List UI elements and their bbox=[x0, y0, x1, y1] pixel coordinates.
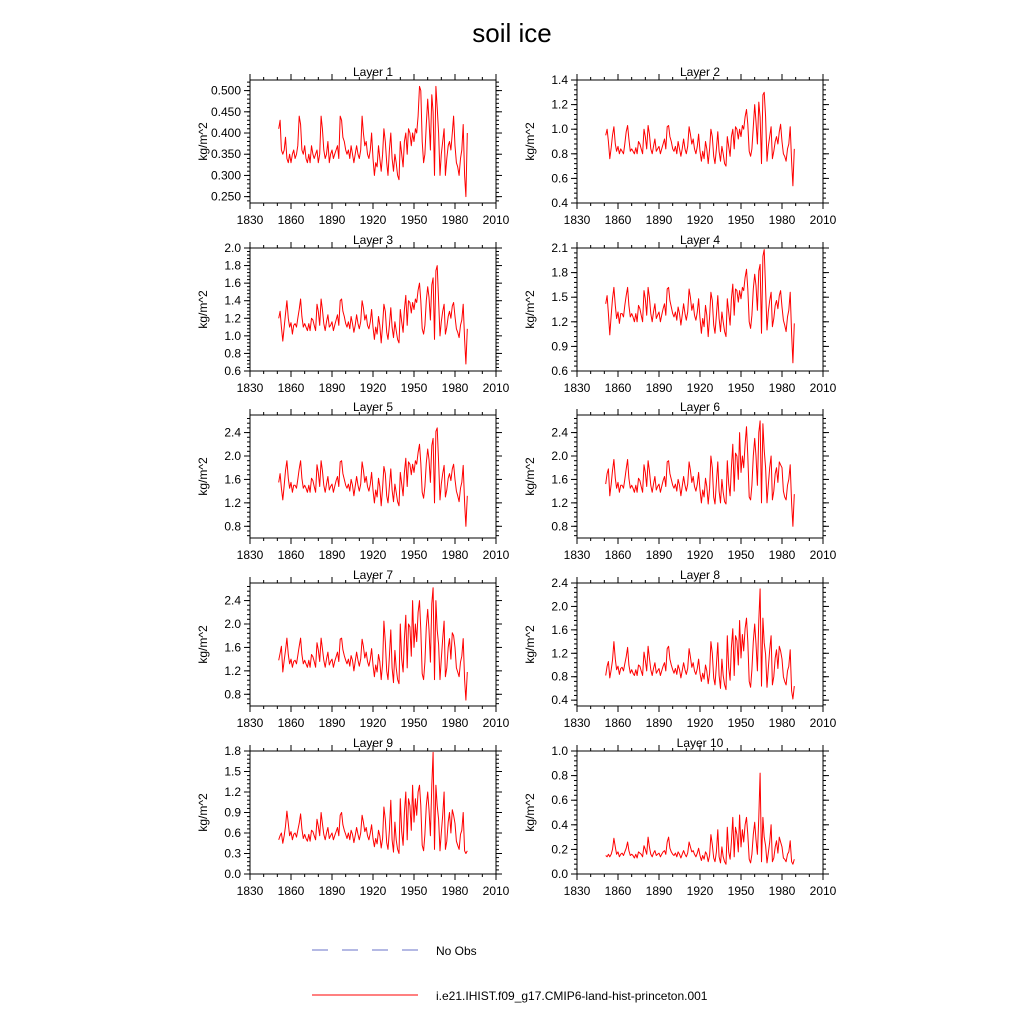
panel-layer-6-ytick-label: 0.8 bbox=[551, 519, 568, 534]
panel-layer-9-xtick-label: 1890 bbox=[318, 884, 346, 898]
panel-layer-2-xtick-label: 1980 bbox=[768, 213, 796, 227]
panel-layer-7-ytick-label: 2.4 bbox=[224, 593, 241, 608]
panel-layer-5-xtick-label: 1860 bbox=[277, 548, 305, 562]
panel-layer-7-ytick-label: 0.8 bbox=[224, 687, 241, 702]
panel-layer-9-title: Layer 9 bbox=[352, 736, 394, 750]
panel-layer-8-series-line bbox=[606, 589, 795, 699]
panel-layer-2-ytick-label: 0.8 bbox=[551, 146, 568, 161]
panel-layer-3-ytick-label: 1.4 bbox=[224, 293, 241, 308]
panel-layer-10-series-line bbox=[606, 773, 795, 864]
panel-layer-4-xtick-label: 1920 bbox=[686, 381, 714, 395]
panel-layer-5-ytick-label: 2.4 bbox=[224, 425, 241, 440]
panel-layer-6-ylabel: kg/m^2 bbox=[523, 457, 537, 496]
panel-layer-8-ytick-label: 2.4 bbox=[551, 576, 568, 590]
panel-layer-3-series-line bbox=[279, 266, 468, 364]
panel-layer-1-ytick-label: 0.450 bbox=[210, 104, 241, 119]
panel-layer-4-ytick-label: 1.5 bbox=[551, 290, 568, 305]
panel-layer-9-ytick-label: 0.6 bbox=[224, 826, 241, 840]
panel-layer-2-xtick-label: 2010 bbox=[809, 213, 837, 227]
panel-layer-3-ytick-label: 0.8 bbox=[224, 346, 241, 361]
panel-layer-6-ytick-label: 1.2 bbox=[551, 495, 568, 510]
panel-layer-7-ytick-label: 2.0 bbox=[224, 617, 241, 631]
panel-layer-4-xtick-label: 1980 bbox=[768, 381, 796, 395]
panel-layer-5-xtick-label: 1950 bbox=[400, 548, 428, 562]
panel-layer-8-xtick-label: 1980 bbox=[768, 716, 796, 730]
panel-layer-7-ytick-label: 1.2 bbox=[224, 663, 241, 678]
panel-layer-3-title: Layer 3 bbox=[352, 233, 394, 247]
panel-layer-8-ytick-label: 1.6 bbox=[551, 622, 568, 637]
panel-layer-2-ytick-label: 0.4 bbox=[551, 196, 568, 210]
panel-layer-4-xtick-label: 1950 bbox=[727, 381, 755, 395]
panel-layer-1-ytick-label: 0.350 bbox=[210, 147, 241, 162]
panel-layer-1-series-line bbox=[279, 86, 468, 196]
panel-layer-4-ylabel: kg/m^2 bbox=[523, 290, 537, 329]
panel-layer-8-ytick-label: 2.0 bbox=[551, 599, 568, 614]
panel-layer-3-ytick-label: 1.8 bbox=[224, 258, 241, 273]
panel-layer-6-series-line bbox=[606, 421, 795, 526]
panel-layer-8-xtick-label: 1920 bbox=[686, 716, 714, 730]
panel-layer-2-ytick-label: 1.2 bbox=[551, 97, 568, 112]
panel-layer-1-ytick-label: 0.250 bbox=[210, 189, 241, 204]
panel-layer-9 bbox=[196, 736, 510, 898]
panel-layer-9-series-line bbox=[279, 752, 468, 853]
panel-layer-9-xtick-label: 2010 bbox=[482, 884, 510, 898]
panel-layer-7-xtick-label: 1830 bbox=[236, 716, 264, 730]
panel-layer-10 bbox=[523, 736, 837, 898]
panel-layer-10-xtick-label: 1980 bbox=[768, 884, 796, 898]
panel-layer-7-title: Layer 7 bbox=[352, 568, 394, 582]
panel-layer-2-xtick-label: 1830 bbox=[563, 213, 591, 227]
panel-layer-2-ytick-label: 1.0 bbox=[551, 122, 568, 137]
panel-layer-2-xtick-label: 1860 bbox=[604, 213, 632, 227]
panel-layer-1-frame bbox=[250, 80, 496, 203]
panel-layer-4-ytick-label: 1.2 bbox=[551, 314, 568, 329]
panel-layer-10-xtick-label: 1950 bbox=[727, 884, 755, 898]
panel-layer-2 bbox=[523, 65, 837, 227]
panel-layer-6-xtick-label: 1890 bbox=[645, 548, 673, 562]
panel-layer-3-xtick-label: 1890 bbox=[318, 381, 346, 395]
panel-layer-2-title: Layer 2 bbox=[679, 65, 721, 79]
panel-layer-2-ytick-label: 0.6 bbox=[551, 171, 568, 186]
panel-layer-4-xtick-label: 1860 bbox=[604, 381, 632, 395]
panel-layer-1-ytick-label: 0.300 bbox=[210, 168, 241, 183]
panel-layer-2-ytick-label: 1.4 bbox=[551, 73, 568, 87]
panel-layer-7-xtick-label: 1980 bbox=[441, 716, 469, 730]
panel-layer-1-xtick-label: 1890 bbox=[318, 213, 346, 227]
panel-layer-3-xtick-label: 1830 bbox=[236, 381, 264, 395]
panel-layer-5-xtick-label: 1920 bbox=[359, 548, 387, 562]
panel-layer-8-ylabel: kg/m^2 bbox=[523, 625, 537, 664]
panel-layer-5-xtick-label: 1890 bbox=[318, 548, 346, 562]
panel-layer-9-ytick-label: 1.8 bbox=[224, 744, 241, 758]
panel-grid bbox=[196, 65, 837, 898]
panel-layer-4 bbox=[523, 233, 837, 395]
panel-layer-4-xtick-label: 1890 bbox=[645, 381, 673, 395]
panel-layer-10-ytick-label: 0.2 bbox=[551, 842, 568, 857]
panel-layer-1-ytick-label: 0.500 bbox=[210, 83, 241, 98]
panel-layer-8-xtick-label: 1950 bbox=[727, 716, 755, 730]
panel-layer-7-series-line bbox=[279, 588, 468, 700]
figure-title: soil ice bbox=[472, 18, 552, 48]
panel-layer-5-xtick-label: 2010 bbox=[482, 548, 510, 562]
panel-layer-6-xtick-label: 1950 bbox=[727, 548, 755, 562]
panel-layer-10-xtick-label: 1890 bbox=[645, 884, 673, 898]
panel-layer-9-ytick-label: 0.3 bbox=[224, 846, 241, 861]
panel-layer-1-xtick-label: 1920 bbox=[359, 213, 387, 227]
panel-layer-3-ytick-label: 0.6 bbox=[224, 364, 241, 378]
panel-layer-5-xtick-label: 1830 bbox=[236, 548, 264, 562]
panel-layer-9-xtick-label: 1950 bbox=[400, 884, 428, 898]
panel-layer-10-ytick-label: 0.8 bbox=[551, 768, 568, 783]
panel-layer-7-xtick-label: 1950 bbox=[400, 716, 428, 730]
panel-layer-6-xtick-label: 1860 bbox=[604, 548, 632, 562]
panel-layer-1-xtick-label: 2010 bbox=[482, 213, 510, 227]
panel-layer-7-xtick-label: 2010 bbox=[482, 716, 510, 730]
panel-layer-1-ylabel: kg/m^2 bbox=[196, 122, 210, 161]
panel-layer-3-xtick-label: 1980 bbox=[441, 381, 469, 395]
panel-layer-5-series-line bbox=[279, 428, 468, 526]
panel-layer-3-ytick-label: 2.0 bbox=[224, 241, 241, 255]
legend-label-model: i.e21.IHIST.f09_g17.CMIP6-land-hist-princeton.001 bbox=[436, 989, 708, 1003]
panel-layer-10-xtick-label: 1860 bbox=[604, 884, 632, 898]
panel-layer-6-ytick-label: 2.0 bbox=[551, 449, 568, 463]
panel-layer-3-xtick-label: 2010 bbox=[482, 381, 510, 395]
panel-layer-4-ytick-label: 2.1 bbox=[551, 241, 568, 255]
legend-label-no-obs: No Obs bbox=[436, 944, 477, 958]
panel-layer-3 bbox=[196, 233, 510, 395]
panel-layer-8-xtick-label: 1890 bbox=[645, 716, 673, 730]
panel-layer-10-ytick-label: 0.4 bbox=[551, 817, 568, 832]
panel-layer-2-xtick-label: 1950 bbox=[727, 213, 755, 227]
panel-layer-8-xtick-label: 2010 bbox=[809, 716, 837, 730]
panel-layer-7-xtick-label: 1860 bbox=[277, 716, 305, 730]
panel-layer-3-ytick-label: 1.0 bbox=[224, 328, 241, 343]
panel-layer-1-xtick-label: 1950 bbox=[400, 213, 428, 227]
panel-layer-9-xtick-label: 1920 bbox=[359, 884, 387, 898]
panel-layer-9-xtick-label: 1830 bbox=[236, 884, 264, 898]
panel-layer-1-ytick-label: 0.400 bbox=[210, 126, 241, 141]
panel-layer-5-title: Layer 5 bbox=[352, 400, 394, 414]
panel-layer-3-xtick-label: 1920 bbox=[359, 381, 387, 395]
panel-layer-7 bbox=[196, 568, 510, 730]
panel-layer-8-ytick-label: 0.8 bbox=[551, 669, 568, 684]
panel-layer-6 bbox=[523, 400, 837, 562]
panel-layer-10-xtick-label: 2010 bbox=[809, 884, 837, 898]
panel-layer-10-ylabel: kg/m^2 bbox=[523, 793, 537, 832]
panel-layer-10-xtick-label: 1830 bbox=[563, 884, 591, 898]
panel-layer-5-xtick-label: 1980 bbox=[441, 548, 469, 562]
panel-layer-4-ytick-label: 0.9 bbox=[551, 339, 568, 354]
panel-layer-6-xtick-label: 1920 bbox=[686, 548, 714, 562]
panel-layer-4-xtick-label: 1830 bbox=[563, 381, 591, 395]
panel-layer-7-xtick-label: 1920 bbox=[359, 716, 387, 730]
panel-layer-1-title: Layer 1 bbox=[352, 65, 394, 79]
panel-layer-8-ytick-label: 0.4 bbox=[551, 693, 568, 708]
panel-layer-4-xtick-label: 2010 bbox=[809, 381, 837, 395]
panel-layer-10-title: Layer 10 bbox=[676, 736, 724, 750]
panel-layer-2-xtick-label: 1890 bbox=[645, 213, 673, 227]
panel-layer-8 bbox=[523, 568, 837, 730]
panel-layer-4-ytick-label: 0.6 bbox=[551, 364, 568, 378]
panel-layer-8-title: Layer 8 bbox=[679, 568, 721, 582]
panel-layer-6-xtick-label: 2010 bbox=[809, 548, 837, 562]
panel-layer-9-xtick-label: 1860 bbox=[277, 884, 305, 898]
panel-layer-8-xtick-label: 1860 bbox=[604, 716, 632, 730]
panel-layer-9-xtick-label: 1980 bbox=[441, 884, 469, 898]
panel-layer-4-series-line bbox=[606, 250, 795, 363]
panel-layer-6-xtick-label: 1980 bbox=[768, 548, 796, 562]
panel-layer-7-xtick-label: 1890 bbox=[318, 716, 346, 730]
panel-layer-7-ytick-label: 1.6 bbox=[224, 640, 241, 655]
panel-layer-8-ytick-label: 1.2 bbox=[551, 646, 568, 661]
panel-layer-10-xtick-label: 1920 bbox=[686, 884, 714, 898]
panel-layer-8-xtick-label: 1830 bbox=[563, 716, 591, 730]
panel-layer-5-ytick-label: 1.6 bbox=[224, 472, 241, 487]
panel-layer-4-title: Layer 4 bbox=[679, 233, 721, 247]
panel-layer-5-frame bbox=[250, 415, 496, 538]
panel-layer-3-xtick-label: 1860 bbox=[277, 381, 305, 395]
panel-layer-9-ytick-label: 0.0 bbox=[224, 867, 241, 881]
panel-layer-6-title: Layer 6 bbox=[679, 400, 721, 414]
panel-layer-7-frame bbox=[250, 583, 496, 706]
panel-layer-5-ytick-label: 2.0 bbox=[224, 449, 241, 463]
panel-layer-4-frame bbox=[577, 248, 823, 371]
panel-layer-10-ytick-label: 0.6 bbox=[551, 793, 568, 808]
panel-layer-3-ylabel: kg/m^2 bbox=[196, 290, 210, 329]
panel-layer-3-ytick-label: 1.2 bbox=[224, 311, 241, 326]
panel-layer-7-ylabel: kg/m^2 bbox=[196, 625, 210, 664]
panel-layer-4-ytick-label: 1.8 bbox=[551, 265, 568, 280]
panel-layer-5-ylabel: kg/m^2 bbox=[196, 457, 210, 496]
panel-layer-3-xtick-label: 1950 bbox=[400, 381, 428, 395]
panel-layer-6-ytick-label: 2.4 bbox=[551, 425, 568, 440]
panel-layer-3-ytick-label: 1.6 bbox=[224, 276, 241, 291]
panel-layer-6-xtick-label: 1830 bbox=[563, 548, 591, 562]
panel-layer-2-series-line bbox=[606, 92, 795, 186]
panel-layer-9-ytick-label: 1.5 bbox=[224, 764, 241, 779]
legend bbox=[312, 944, 708, 1003]
panel-layer-6-ytick-label: 1.6 bbox=[551, 472, 568, 487]
panel-layer-1 bbox=[196, 65, 510, 227]
panel-layer-10-ytick-label: 1.0 bbox=[551, 744, 568, 758]
panel-layer-9-ytick-label: 1.2 bbox=[224, 785, 241, 799]
panel-layer-9-ylabel: kg/m^2 bbox=[196, 793, 210, 832]
panel-layer-6-frame bbox=[577, 415, 823, 538]
panel-layer-2-xtick-label: 1920 bbox=[686, 213, 714, 227]
panel-layer-2-frame bbox=[577, 80, 823, 203]
panel-layer-1-xtick-label: 1830 bbox=[236, 213, 264, 227]
panel-layer-5-ytick-label: 1.2 bbox=[224, 495, 241, 510]
panel-layer-5 bbox=[196, 400, 510, 562]
panel-layer-2-ylabel: kg/m^2 bbox=[523, 122, 537, 161]
panel-layer-10-ytick-label: 0.0 bbox=[551, 867, 568, 881]
panel-layer-1-xtick-label: 1980 bbox=[441, 213, 469, 227]
panel-layer-9-ytick-label: 0.9 bbox=[224, 805, 241, 820]
panel-layer-5-ytick-label: 0.8 bbox=[224, 519, 241, 534]
panel-layer-1-xtick-label: 1860 bbox=[277, 213, 305, 227]
panel-layer-3-frame bbox=[250, 248, 496, 371]
